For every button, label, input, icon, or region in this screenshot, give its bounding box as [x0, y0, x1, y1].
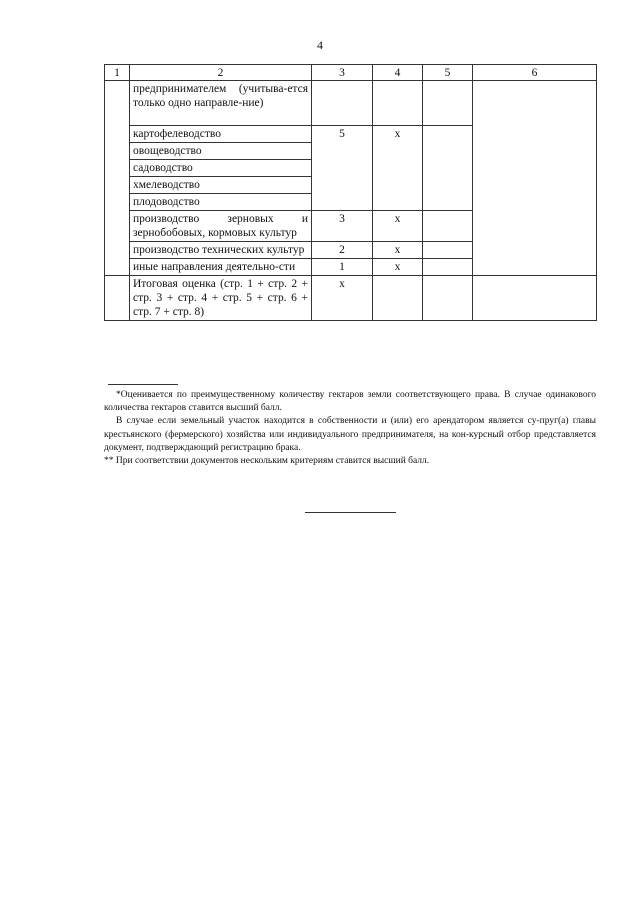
score-cell: 2 [312, 242, 373, 259]
score-cell: 3 [312, 211, 373, 242]
table-cell [373, 81, 423, 126]
header-cell: 1 [105, 65, 130, 81]
crop-cell: садоводство [130, 160, 312, 177]
table-cell [423, 81, 473, 126]
table-header-row [105, 65, 597, 81]
total-row [105, 276, 597, 321]
row-number-cell [105, 276, 130, 321]
criteria-table [104, 64, 597, 321]
total-label-cell: Итоговая оценка (стр. 1 + стр. 2 + стр. 3 + стр. 4 + стр. 5 + стр. 6 + стр. 7 + стр. 8) [130, 276, 312, 321]
table-cell [373, 276, 423, 321]
footnote-1: *Оценивается по преимущественному количеству гектаров земли соответствующего права. В случае одинакового количества гектаров ставится высший балл. [104, 390, 596, 414]
table-cell [473, 276, 597, 321]
header-cell: 5 [423, 65, 473, 81]
total-score-cell: x [312, 276, 373, 321]
row-number-cell [105, 81, 130, 276]
continuation-cell: предпринимателем (учитыва-ется только одно направле-ние) [130, 81, 312, 126]
score-cell: 5 [312, 126, 373, 211]
header-cell: 4 [373, 65, 423, 81]
footnote-3: ** При соответствии документов нескольким критериям ставится высший балл. [104, 456, 430, 467]
table-cell [423, 126, 473, 211]
page-number: 4 [317, 38, 323, 52]
crop-cell: хмелеводство [130, 177, 312, 194]
table-cell [312, 81, 373, 126]
crop-cell: картофелеводство [130, 126, 312, 143]
mark-cell: x [373, 126, 423, 211]
mark-cell: x [373, 259, 423, 276]
table-cell [423, 211, 473, 242]
header-cell: 6 [473, 65, 597, 81]
header-cell: 3 [312, 65, 373, 81]
table-row [105, 81, 597, 126]
table-cell [423, 242, 473, 259]
table-cell [423, 259, 473, 276]
score-cell: 1 [312, 259, 373, 276]
footnote-2: В случае если земельный участок находится в собственности и (или) его арендатором является су-пруг(а) главы крестьянского (фермерского) хозяйства или индивидуального предпринимателя, на кон-курсный отбор представляется документ, подтверждающий регистрацию брака. [104, 416, 596, 453]
header-cell: 2 [130, 65, 312, 81]
direction-cell: производство зерновых и зернобобовых, кормовых культур [130, 211, 312, 242]
col6-cell [473, 81, 597, 276]
mark-cell: x [373, 242, 423, 259]
direction-cell: производство технических культур [130, 242, 312, 259]
direction-cell: иные направления деятельно-сти [130, 259, 312, 276]
end-line [305, 512, 396, 513]
crop-cell: овощеводство [130, 143, 312, 160]
footnotes [104, 389, 596, 468]
footnote-separator [108, 384, 178, 385]
crop-cell: плодоводство [130, 194, 312, 211]
table-cell [423, 276, 473, 321]
mark-cell: x [373, 211, 423, 242]
